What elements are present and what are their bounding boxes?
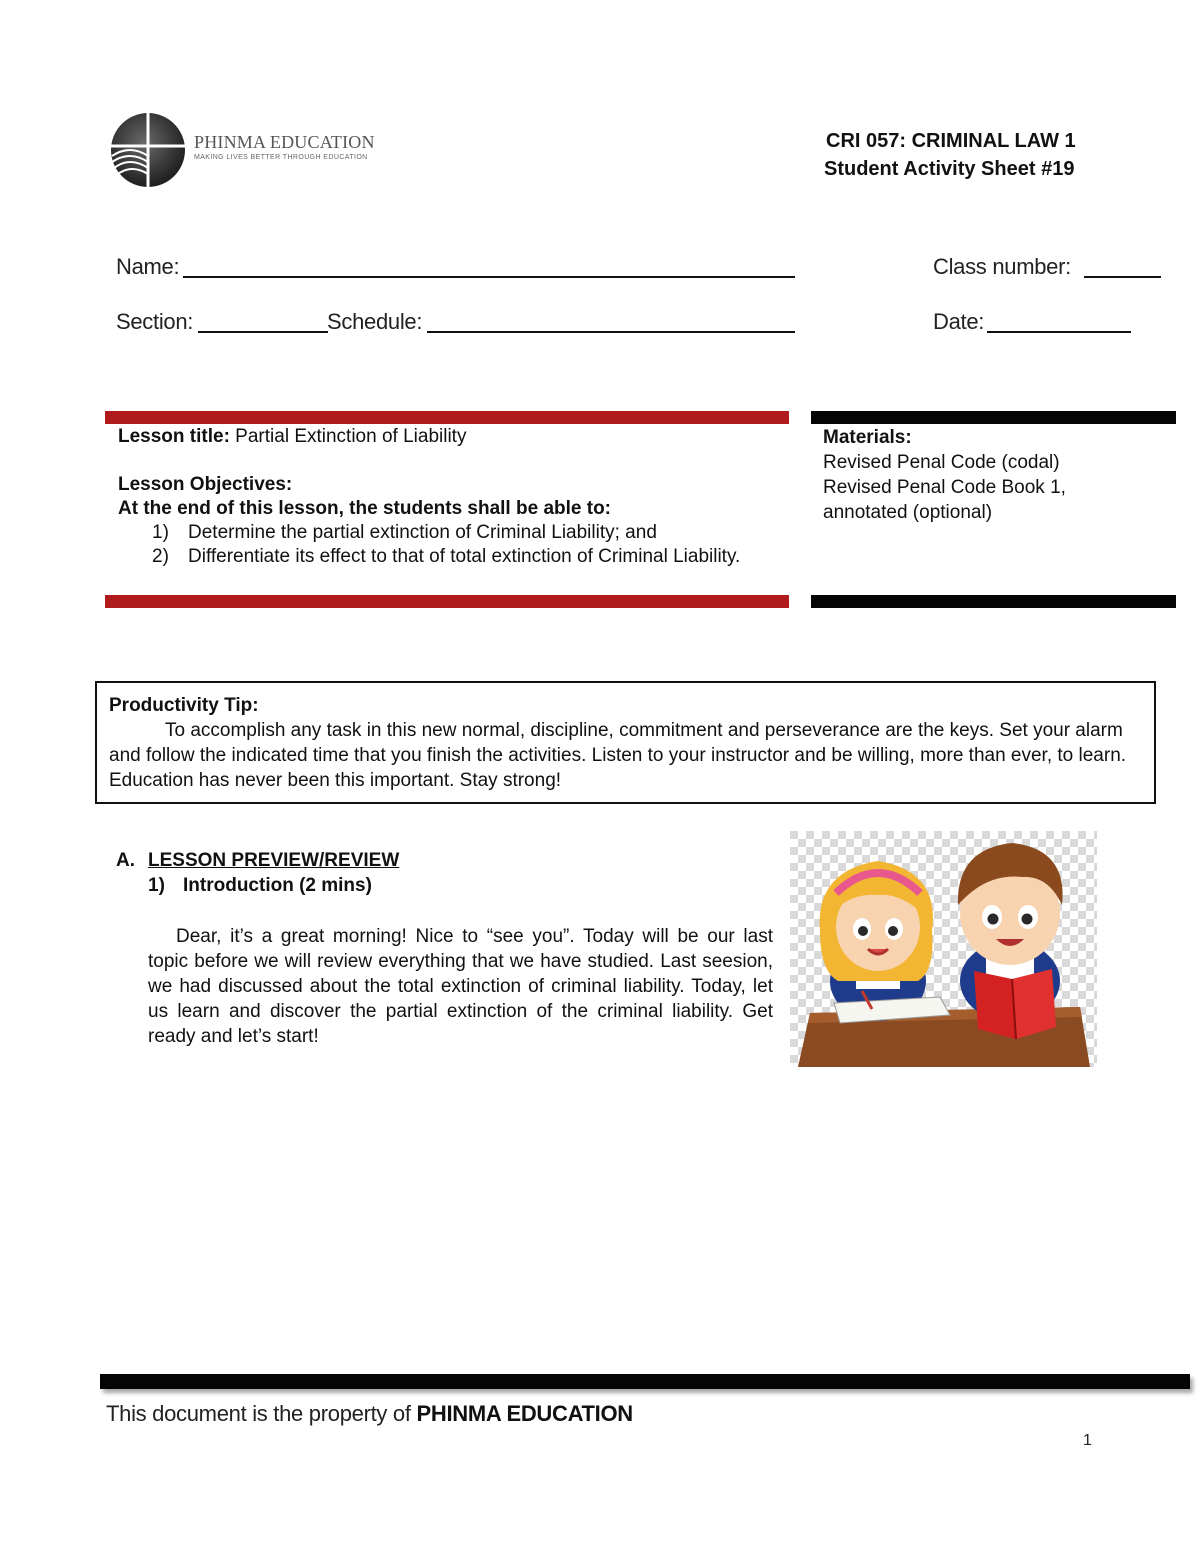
materials-label: Materials:	[823, 427, 912, 448]
list-item: 2) Differentiate its effect to that of total extinction of Criminal Liability.	[152, 546, 741, 567]
schedule-field[interactable]	[427, 331, 795, 333]
introduction-body: Dear, it’s a great morning! Nice to “see you”. Today will be our last topic before we will review everything that we have studied. Last seesion, we had discussed about the total extinction of criminal liability. Today, let us learn and discover the partial extinction of the criminal liability. Get ready and let’s start!	[148, 926, 773, 1047]
lesson-title-value: Partial Extinction of Liability	[229, 426, 467, 447]
section-field[interactable]	[198, 331, 328, 333]
productivity-tip-box	[95, 681, 1156, 804]
tip-label: Productivity Tip:	[109, 695, 259, 716]
page-number: 1	[1083, 1432, 1092, 1449]
class-number-label: Class number:	[933, 254, 1071, 279]
footer-bar	[100, 1374, 1190, 1389]
lesson-title	[118, 425, 773, 449]
globe-book-icon	[108, 110, 188, 190]
tip-body: To accomplish any task in this new normal, discipline, commitment and perseverance are the keys. Set your alarm and follow the indicated time that you finish the activities. Listen to your instructor and be willing, more than ever, to learn. Education has never been this important. Stay strong!	[109, 720, 1127, 791]
footer-property-note: This document is the property of PHINMA EDUCATION	[106, 1401, 633, 1426]
materials-bottom-bar	[811, 595, 1176, 608]
objectives-label: Lesson Objectives:	[118, 474, 293, 495]
lesson-title-label: Lesson title:	[118, 426, 230, 447]
logo-name: PHINMA EDUCATION	[194, 132, 375, 152]
spacer	[118, 449, 773, 473]
section-label: Section:	[116, 309, 194, 334]
objectives-list	[152, 521, 773, 569]
list-item: Revised Penal Code Book 1, annotated (optional)	[823, 477, 1066, 523]
class-number-field[interactable]	[1084, 276, 1161, 278]
introduction-heading: 1) Introduction (2 mins)	[148, 875, 372, 896]
lesson-top-bar	[105, 411, 789, 424]
schedule-label: Schedule:	[327, 309, 423, 334]
course-code: CRI 057: CRIMINAL LAW 1	[826, 130, 1076, 152]
objectives-intro: At the end of this lesson, the students shall be able to:	[118, 498, 611, 519]
sheet-title: Student Activity Sheet #19	[824, 158, 1075, 180]
date-label: Date:	[933, 309, 985, 334]
section-a-heading: A. LESSON PREVIEW/REVIEW	[116, 850, 400, 871]
lesson-block	[118, 425, 773, 569]
name-label: Name:	[116, 254, 180, 279]
phinma-logo	[108, 110, 375, 192]
lesson-bottom-bar	[105, 595, 789, 608]
logo-tagline: MAKING LIVES BETTER THROUGH EDUCATION	[194, 154, 368, 161]
students-reading-illustration	[790, 831, 1097, 1067]
date-field[interactable]	[987, 331, 1131, 333]
materials-top-bar	[811, 411, 1176, 424]
list-item: Revised Penal Code (codal)	[823, 452, 1060, 473]
materials-block	[823, 425, 1153, 525]
name-field[interactable]	[183, 276, 795, 278]
list-item: 1) Determine the partial extinction of Criminal Liability; and	[152, 522, 657, 543]
